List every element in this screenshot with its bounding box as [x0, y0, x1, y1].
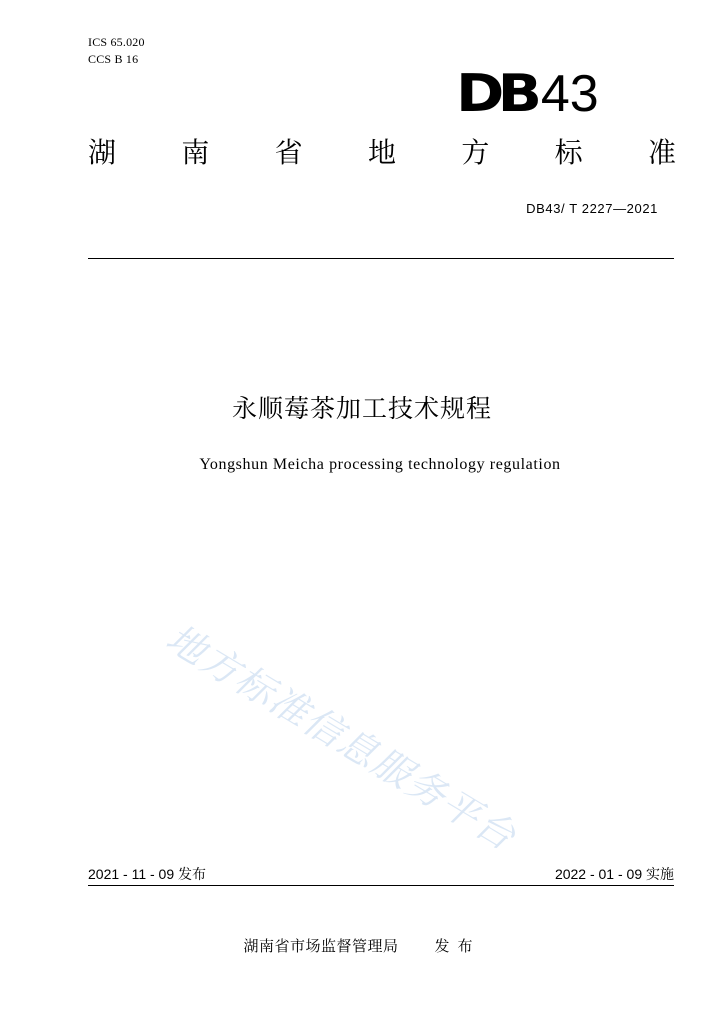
category-char: 南	[181, 136, 210, 169]
db-logo-letters: DB	[456, 64, 536, 124]
category-char: 地	[367, 136, 396, 169]
document-title-chinese: 永顺莓茶加工技术规程	[231, 394, 492, 423]
document-title-english: Yongshun Meicha processing technology regulation	[199, 456, 561, 473]
category-char: 湖	[88, 136, 117, 169]
category-char: 省	[274, 136, 303, 169]
category-char: 准	[647, 136, 676, 169]
bottom-divider	[88, 885, 674, 886]
ics-code: ICS 65.020	[88, 35, 145, 49]
db-logo-number: 43	[540, 65, 599, 123]
top-divider	[88, 258, 674, 259]
standard-number: DB43/ T 2227—2021	[526, 201, 658, 216]
category-char: 方	[461, 136, 490, 169]
implementation-date-line	[555, 864, 674, 884]
implementation-label: 实施	[646, 867, 674, 883]
classification-codes	[88, 34, 145, 68]
publisher-action: 发布	[434, 937, 481, 955]
issue-label: 发布	[178, 867, 207, 883]
publisher-line	[0, 935, 724, 956]
issue-date-line	[88, 864, 206, 884]
publisher-organization: 湖南省市场监督管理局	[243, 937, 399, 955]
implementation-date: 2022 - 01 - 09	[554, 866, 643, 882]
category-char: 标	[554, 136, 583, 169]
watermark-text: 地方标准信息服务平台	[158, 615, 525, 860]
standard-category-title	[88, 136, 676, 170]
db43-logo	[456, 60, 599, 124]
issue-date: 2021 - 11 - 09	[88, 866, 175, 882]
ccs-code: CCS B 16	[88, 52, 139, 66]
